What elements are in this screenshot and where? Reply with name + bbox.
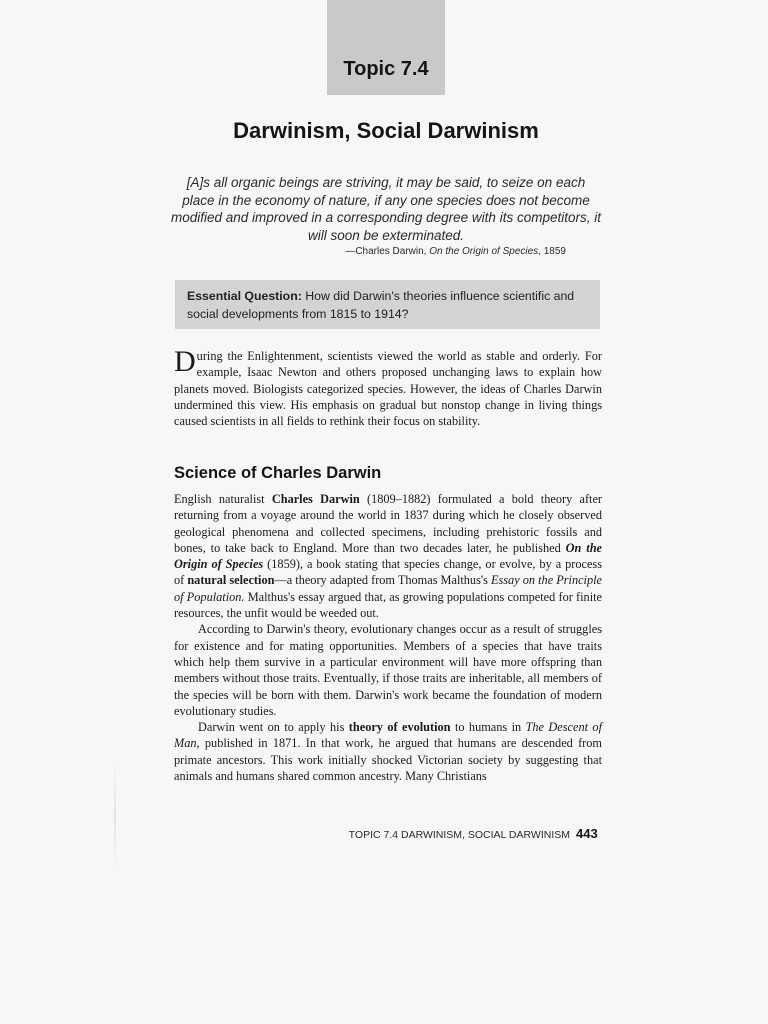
section-heading: Science of Charles Darwin [174, 464, 382, 482]
essential-question-label: Essential Question: [187, 289, 302, 303]
essential-question [187, 287, 592, 323]
p1-text-e: (1859), a book stating that species change, or evolve, by a process of [174, 557, 602, 588]
intro-text: uring the Enlightenment, scientists viewed the world as stable and orderly. For example, Isaac Newton and others proposed unchanging laws to explain how planets moved. Biologists categorized species. However, the ideas of Charles Darwin undermined this view. His emphasis on gradual but nonstop change in living things caused scientists in all fields to rethink their focus on stability. [174, 349, 602, 429]
epigraph-attribution [300, 246, 566, 257]
p3-term-theory-of-evolution: theory of evolution [348, 720, 451, 735]
section-paragraph-1 [174, 491, 602, 621]
p1-text-a: English naturalist [174, 492, 272, 506]
section-body [174, 491, 602, 784]
topic-label: Topic 7.4 [343, 58, 429, 80]
attribution-work: On the Origin of Species [429, 246, 539, 257]
p1-book-title: On the Origin of Species [174, 540, 602, 572]
p3-text-e: published in 1871. In that work, he argued that humans are descended from primate ancestors. This work initially shocked Victorian society by suggesting that animals and humans shared common ancestry. Many Christians [174, 736, 602, 784]
p3-book-title: The Descent of Man, [174, 720, 602, 751]
attribution-prefix: —Charles Darwin, [345, 246, 430, 257]
p1-text-c: (1809–1882) formulated a bold theory after returning from a voyage around the world in 1837 during which he closely observed geological phenomena and collected specimens, including prehistoric fossils and bones, to take back to England. More than two decades later, he published [174, 492, 603, 555]
chapter-title: Darwinism, Social Darwinism [233, 118, 539, 143]
attribution-year: , 1859 [538, 246, 566, 257]
section-paragraph-2: According to Darwin's theory, evolutionary changes occur as a result of struggles for existence and for mating opportunities. Members of a species that have traits which help them survive in a particular environment will have more offspring than members without those traits. Eventually, if those traits are inheritable, all members of the species will be born with them. Darwin's work became the foundation of modern evolutionary studies. [174, 622, 602, 718]
p3-text-c: to humans in [450, 720, 526, 735]
essential-question-text: How did Darwin's theories influence scientific and social developments from 1815 to 1914? [187, 289, 575, 321]
drop-cap: D [174, 345, 196, 378]
p1-term-natural-selection: natural selection [187, 573, 275, 588]
p1-essay-title: Essay on the Principle of Population. [174, 573, 602, 604]
p3-text-a: Darwin went on to apply his [198, 720, 349, 735]
page-number: 443 [576, 826, 598, 841]
epigraph-quote: [A]s all organic beings are striving, it may be said, to seize on each place in the economy of nature, if any one species does not become modified and improved in a corresponding degree with its competitors, it will soon be exterminated. [171, 175, 601, 243]
p1-text-i: Malthus's essay argued that, as growing populations competed for finite resources, the unfit would be weeded out. [174, 589, 602, 621]
intro-paragraph [174, 345, 602, 429]
section-paragraph-3 [174, 719, 602, 784]
p1-text-g: —a theory adapted from Thomas Malthus's [274, 573, 491, 588]
p1-term-charles-darwin: Charles Darwin [271, 492, 360, 506]
scan-edge-shadow [114, 760, 116, 870]
running-footer: TOPIC 7.4 DARWINISM, SOCIAL DARWINISM [348, 829, 570, 841]
